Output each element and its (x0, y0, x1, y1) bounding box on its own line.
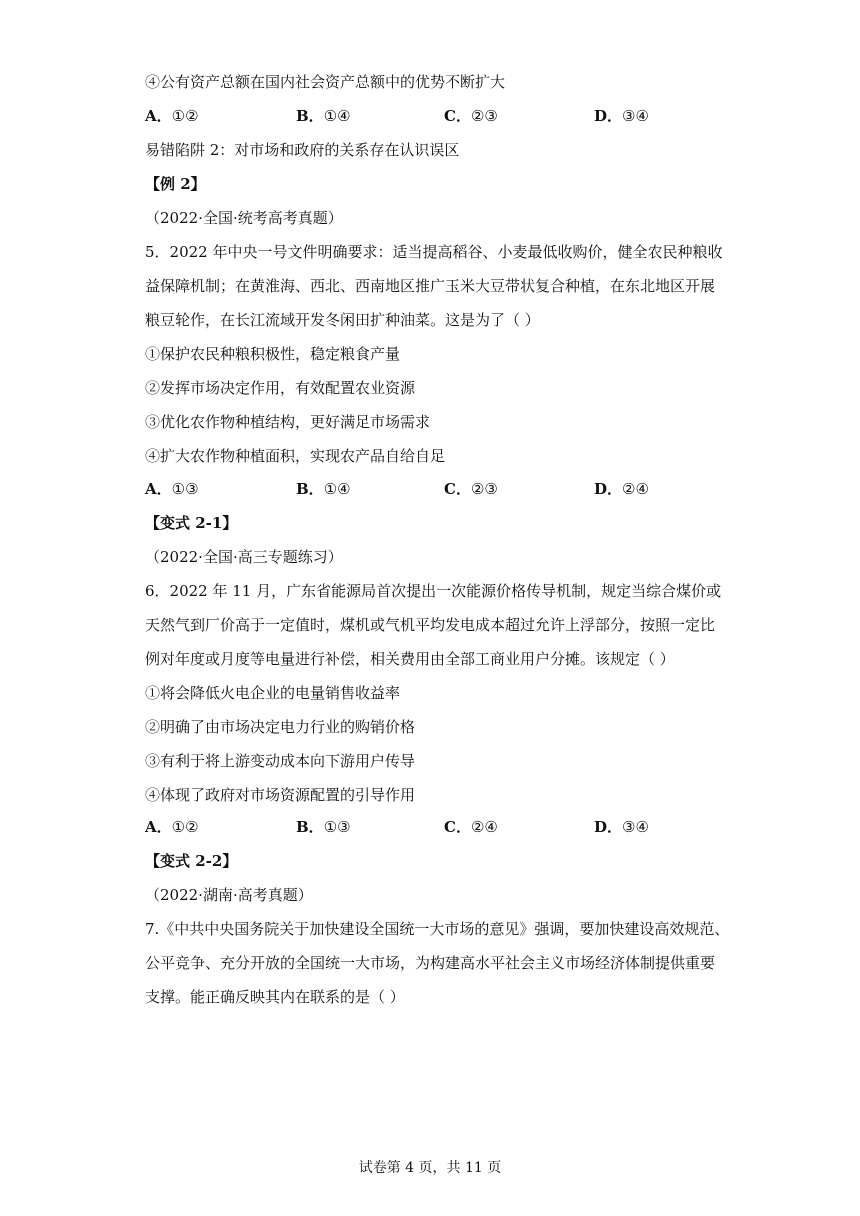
q7-stem-line-3: 支撑。能正确反映其内在联系的是（ ） (145, 988, 405, 1006)
q6-option-b[interactable]: B．①③ (296, 818, 351, 836)
q4-option-a[interactable]: A．①② (145, 107, 199, 125)
q5-option-a[interactable]: A．①③ (145, 480, 199, 498)
q6-option-d[interactable]: D．③④ (594, 818, 649, 836)
q7-stem-line-2: 公平竞争、充分开放的全国统一大市场，为构建高水平社会主义市场经济体制提供重要 (145, 954, 716, 972)
variant-2-2-source: （2022·湖南·高考真题） (145, 886, 313, 904)
q4-option-b[interactable]: B．①④ (296, 107, 351, 125)
q5-stem-line-2: 益保障机制；在黄淮海、西北、西南地区推广玉米大豆带状复合种植，在东北地区开展 (145, 277, 716, 295)
q7-stem-line-1: 7.《中共中央国务院关于加快建设全国统一大市场的意见》强调，要加快建设高效规范、 (145, 920, 730, 938)
example-2-source: （2022·全国·统考高考真题） (145, 209, 343, 227)
page-footer: 试卷第 4 页，共 11 页 (358, 1160, 502, 1176)
q5-stem-line-3: 粮豆轮作，在长江流域开发冬闲田扩种油菜。这是为了（ ） (145, 311, 540, 329)
q5-statement-2: ②发挥市场决定作用，有效配置农业资源 (145, 379, 416, 397)
q5-option-b[interactable]: B．①④ (296, 480, 351, 498)
q5-statement-1: ①保护农民种粮积极性，稳定粮食产量 (145, 345, 401, 363)
q4-statement-4: ④公有资产总额在国内社会资产总额中的优势不断扩大 (145, 73, 506, 91)
q6-option-a[interactable]: A．①② (145, 818, 199, 836)
q6-statement-3: ③有利于将上游变动成本向下游用户传导 (145, 752, 416, 770)
q5-option-d[interactable]: D．②④ (594, 480, 649, 498)
q5-statement-3: ③优化农作物种植结构，更好满足市场需求 (145, 413, 431, 431)
trap-heading: 易错陷阱 2：对市场和政府的关系存在认识误区 (145, 141, 460, 159)
q4-option-c[interactable]: C．②③ (444, 107, 498, 125)
variant-2-1-source: （2022·全国·高三专题练习） (145, 548, 343, 566)
q6-statement-4: ④体现了政府对市场资源配置的引导作用 (145, 786, 416, 804)
q4-option-d[interactable]: D．③④ (594, 107, 649, 125)
variant-2-2-label: 【变式 2-2】 (145, 852, 238, 870)
example-2-label: 【例 2】 (145, 175, 206, 193)
q5-stem-line-1: 5．2022 年中央一号文件明确要求：适当提高稻谷、小麦最低收购价，健全农民种粮收 (145, 243, 723, 261)
q6-stem-line-1: 6．2022 年 11 月，广东省能源局首次提出一次能源价格传导机制，规定当综合煤价或 (145, 582, 722, 600)
variant-2-1-label: 【变式 2-1】 (145, 514, 238, 532)
q6-option-c[interactable]: C．②④ (444, 818, 498, 836)
q6-stem-line-2: 天然气到厂价高于一定值时，煤机或气机平均发电成本超过允许上浮部分，按照一定比 (145, 616, 716, 634)
q5-option-c[interactable]: C．②③ (444, 480, 498, 498)
q5-statement-4: ④扩大农作物种植面积，实现农产品自给自足 (145, 447, 446, 465)
q6-statement-1: ①将会降低火电企业的电量销售收益率 (145, 684, 401, 702)
q6-stem-line-3: 例对年度或月度等电量进行补偿，相关费用由全部工商业用户分摊。该规定（ ） (145, 650, 675, 668)
q6-statement-2: ②明确了由市场决定电力行业的购销价格 (145, 718, 416, 736)
